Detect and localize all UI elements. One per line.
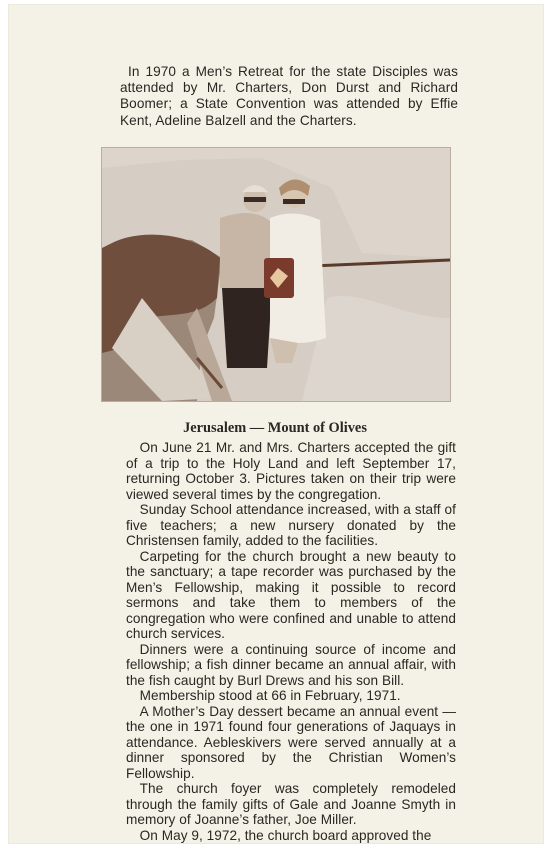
paragraph-church-board [126,828,456,844]
paragraph-text: On May 9, 1972, the church board approved the [139,827,432,843]
photo-caption: Jerusalem — Mount of Olives [183,420,367,436]
intro-paragraph [120,64,458,129]
paragraph-text: On June 21 Mr. and Mrs. Charters accepted the gift of a trip to the Holy Land and left September 17, returning October 3. Pictures taken on their trip were viewed several times by the congregation. [126,440,456,502]
paragraph-text: Membership stood at 66 in February, 1971. [139,688,401,703]
paragraph-text: Carpeting for the church brought a new beauty to the sanctuary; a tape recorder was purchased by the Men’s Fellowship, making it possible to record sermons and take them to members of the congregation who were confined and unable to attend church services. [126,548,456,641]
paragraph-text: The church foyer was completely remodeled through the family gifts of Gale and Joanne Smyth in memory of Joanne’s father, Joe Miller. [126,781,456,827]
paragraph-text: Sunday School attendance increased, with a staff of five teachers; a new nursery donated by the Christensen family, added to the facilities. [126,502,456,548]
paragraph-membership [126,688,456,704]
document-page [8,4,544,844]
paragraph-foyer [126,781,456,828]
body-text [126,440,456,843]
paragraph-text: Dinners were a continuing source of income and fellowship; a fish dinner became an annual affair, with the fish caught by Burl Drews and his son Bill. [126,641,456,688]
intro-text: In 1970 a Men’s Retreat for the state Disciples was attended by Mr. Charters, Don Durst and Richard Boomer; a State Convention was attended by Effie Kent, Adeline Balzell and the Charters. [120,64,458,128]
photograph-mount-of-olives [101,147,451,402]
paragraph-sunday-school [126,502,456,549]
paragraph-carpeting [126,549,456,642]
paragraph-text: A Mother’s Day dessert became an annual event — the one in 1971 found four generations of Jaquays in attendance. Aebleskivers were served annually at a dinner sponsored by the Christian Women’s Fellowship. [126,703,456,781]
paragraph-dinners [126,642,456,689]
paragraph-trip [126,440,456,502]
paragraph-mothers-day [126,704,456,782]
photo-illustration [102,148,450,401]
